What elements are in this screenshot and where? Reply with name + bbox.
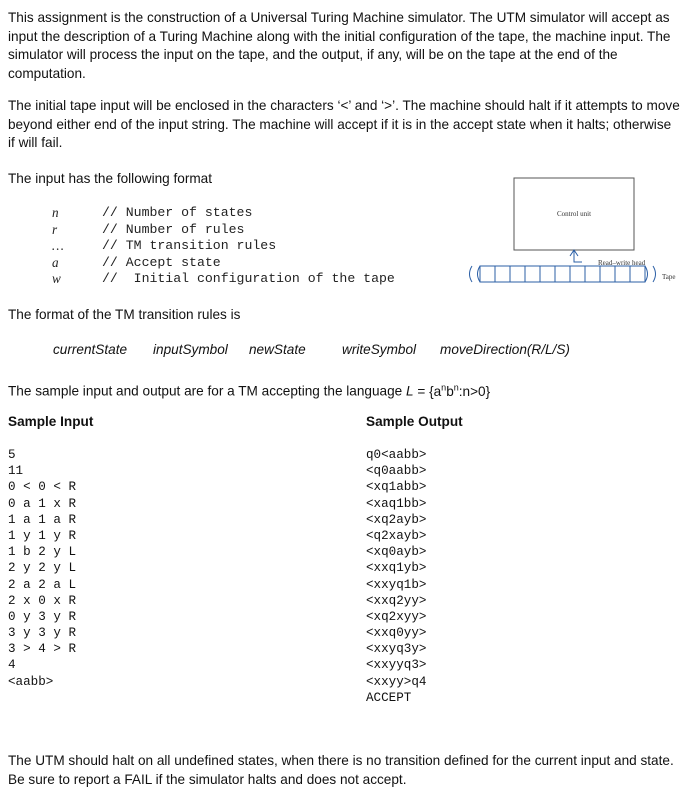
format-line (52, 222, 395, 239)
tape-input-paragraph: The initial tape input will be enclosed in the characters ‘<’ and ‘>’. The machine should halt if it attempts to move beyond either end of the input string. The machine will accept if it is in the accept state when it halts; otherwise if will fail. (8, 98, 680, 151)
format-var: … (52, 238, 64, 254)
turing-machine-diagram (466, 176, 684, 296)
sample-output-line: <q0aabb> (366, 464, 427, 479)
format-comment: // Initial configuration of the tape (102, 271, 395, 287)
sample-input-line: 4 (8, 658, 16, 673)
halt-note-paragraph: The UTM should halt on all undefined states, when there is no transition defined for the current input and state. Be sure to report a FAIL if the simulator halts and does not accept. (8, 753, 674, 787)
input-format-heading: The input has the following format (8, 171, 213, 186)
format-comment: // Accept state (102, 254, 221, 270)
sample-output-line: <xq2ayb> (366, 512, 427, 527)
format-comment: // Number of states (102, 205, 253, 220)
sample-output-block (366, 447, 426, 706)
sample-output-line: <xq0ayb> (366, 545, 427, 560)
format-line (52, 238, 395, 255)
sample-output-line: <xxyy>q4 (366, 674, 427, 689)
sample-input-heading: Sample Input (8, 414, 94, 429)
read-write-head-label: Read–write head (598, 259, 646, 267)
language-text: The sample input and output are for a TM accepting the language (8, 383, 407, 399)
sample-output-heading: Sample Output (366, 414, 463, 429)
tape-right-end-icon (645, 266, 656, 282)
sample-output-line: <xaq1bb> (366, 496, 427, 511)
format-comment: // TM transition rules (102, 238, 277, 254)
language-var: L (406, 383, 414, 399)
sample-input-line: 0 y 3 y R (8, 609, 77, 624)
sample-output-line: <xxq2yy> (366, 593, 427, 608)
sample-output-line: <xxyq1b> (366, 577, 427, 592)
sample-input-line: 5 (8, 448, 16, 462)
sample-input-line: 3 y 3 y R (8, 626, 77, 641)
tape-label: Tape (662, 273, 676, 281)
sample-output-line: <q2xayb> (366, 528, 427, 543)
control-unit-label: Control unit (556, 210, 592, 218)
sample-output-line: <xxq0yy> (366, 626, 427, 641)
sample-input-line: 2 x 0 x R (8, 593, 77, 608)
sample-output-line: <xq1abb> (366, 480, 427, 495)
sample-input-line: <aabb> (8, 674, 54, 689)
sample-input-block (8, 447, 76, 690)
rule-field: currentState (53, 342, 128, 357)
rule-field: moveDirection(R/L/S) (440, 342, 570, 357)
sample-input-line: 2 a 2 a L (8, 577, 77, 592)
format-line (52, 255, 395, 272)
language-expr: = $\{a^nb^n:n>0\}$ (413, 382, 491, 399)
sample-output-line: <xxyyq3> (366, 658, 427, 673)
sample-input-line: 0 a 1 x R (8, 496, 77, 511)
format-var: a (52, 254, 59, 270)
sample-input-line: 1 y 1 y R (8, 528, 77, 543)
sample-output-line: ACCEPT (366, 690, 412, 705)
input-format-table (52, 205, 395, 288)
sample-input-line: 1 a 1 a R (8, 512, 77, 527)
rule-format-heading: The format of the TM transition rules is (8, 307, 241, 322)
sample-input-line: 3 > 4 > R (8, 642, 77, 657)
tape-cells (480, 266, 645, 282)
sample-input-line: 2 y 2 y L (8, 561, 77, 576)
format-line (52, 205, 395, 222)
format-var: n (52, 205, 59, 220)
sample-output-line: <xxq1yb> (366, 561, 427, 576)
rule-field: writeSymbol (342, 342, 417, 357)
format-var: w (52, 271, 61, 287)
tape-left-end-icon (470, 266, 481, 282)
rule-field: newState (249, 342, 306, 357)
format-comment: // Number of rules (102, 221, 245, 237)
language-sentence (8, 378, 680, 401)
sample-input-line: 1 b 2 y L (8, 545, 77, 560)
sample-output-line: q0<aabb> (366, 448, 427, 462)
sample-input-line: 0 < 0 < R (8, 480, 77, 495)
intro-paragraph: This assignment is the construction of a Universal Turing Machine simulator. The UTM simulator will accept as input the description of a Turing Machine along with the initial configuration of the tape, the machine input. The simulator will process the input on the tape, and the output, if any, will be on the tape at the end of the computation. (8, 10, 671, 81)
sample-output-line: <xq2xyy> (366, 609, 427, 624)
rule-field: inputSymbol (153, 342, 228, 357)
format-var: r (52, 221, 58, 237)
format-line (52, 271, 395, 288)
sample-output-line: <xxyq3y> (366, 642, 427, 657)
sample-input-line: 11 (8, 464, 24, 479)
